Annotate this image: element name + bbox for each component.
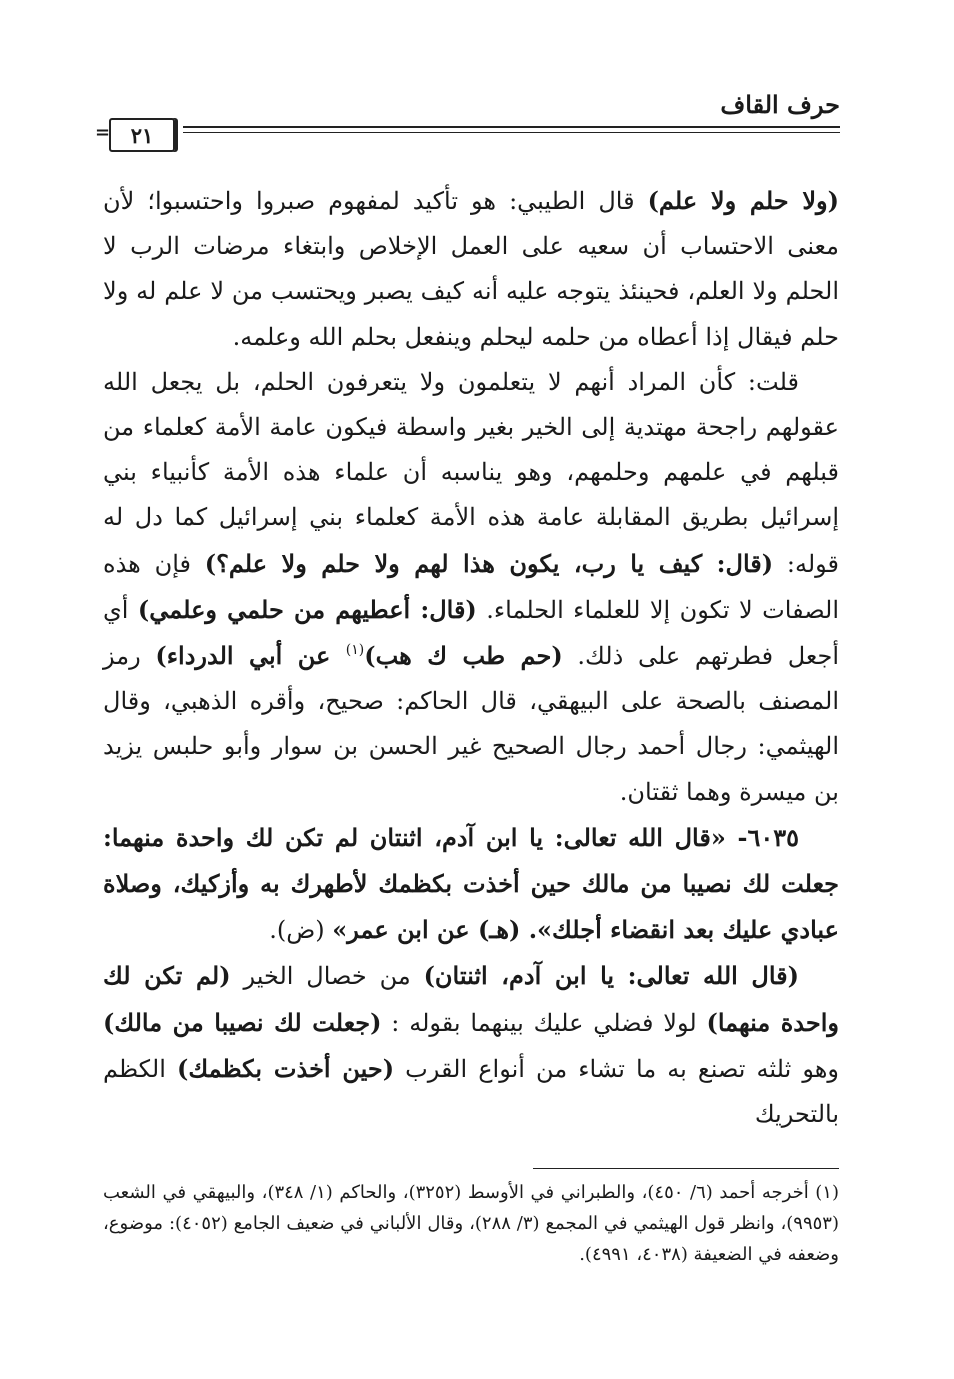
paragraph-2 bbox=[103, 360, 839, 815]
text-segment: لولا فضلي عليك بينهما بقوله : bbox=[381, 1008, 707, 1037]
footnote-separator bbox=[533, 1168, 839, 1169]
text-segment: فإن هذه الصفات لا تكون إلا للعلماء الحلماء. bbox=[103, 549, 839, 624]
text-segment-bold: (ولا حلم ولا علم) bbox=[647, 186, 840, 215]
grading-mark: (ض). bbox=[269, 916, 333, 945]
footnote-1: (١) أخرجه أحمد (٦/ ٤٥٠)، والطبراني في الأوسط (٣٢٥٢)، والحاكم (١/ ٣٤٨)، والبيهقي في الشعب (٩٩٥٣)، وانظر قول الهيثمي في المجمع (٣/ ٢٨٨)، وقال الألباني في ضعيف الجامع (٤٠٥٢): موضوع، وضعفه في الضعيفة (٤٠٣٨، ٤٩٩١). bbox=[103, 1182, 839, 1265]
page-number-box bbox=[109, 118, 175, 152]
page-header bbox=[95, 88, 840, 158]
text-segment: أي أجعل فطرتهم على ذلك. bbox=[103, 595, 840, 671]
hadith-text: ٦٠٣٥- «قال الله تعالى: يا ابن آدم، اثنتان لم تكن لك واحدة منهما: جعلت لك نصيبا من مالك حين أخذت بكظمك لأطهرك به وأزكيك، وصلاة عبادي عليك بعد انقضاء أجلك». (هـ) عن ابن عمر» bbox=[103, 822, 839, 945]
text-segment: رمز المصنف بالصحة على البيهقي، قال الحاكم: صحيح، وأقره الذهبي، وقال الهيثمي: رجال أحمد رجال الصحيح غير الحسن بن سوار وأبو حلبس يزيد بن ميسرة وهما ثقتان. bbox=[103, 642, 839, 806]
text-segment: وهو ثلثه تصنع به ما تشاء من أنواع القرب bbox=[394, 1054, 839, 1083]
header-double-rule bbox=[183, 126, 840, 133]
text-segment-bold: (جعلت لك نصيبا من مالك) bbox=[103, 1007, 382, 1037]
text-segment: الكظم بالتحريك bbox=[103, 1054, 839, 1129]
text-segment-bold: عن أبي الدرداء) bbox=[155, 641, 346, 671]
header-rule-mark: = bbox=[95, 122, 111, 143]
text-segment: من خصال الخير bbox=[230, 962, 424, 991]
paragraph-1 bbox=[103, 178, 839, 360]
text-segment-bold: (حين أخذت بكظمك) bbox=[176, 1053, 395, 1083]
text-segment-bold: (قال الله تعالى: يا ابن آدم، اثنتان) bbox=[423, 961, 799, 991]
paragraph-commentary bbox=[103, 953, 839, 1137]
page-number: ٢١ bbox=[130, 122, 154, 148]
chapter-title: حرف القاف bbox=[720, 90, 840, 119]
source-codes: (حم طب ك هب) bbox=[364, 641, 563, 671]
hadith-6035 bbox=[103, 815, 839, 954]
text-segment: قال الطيبي: هو تأكيد لمفهوم صبروا واحتسبوا؛ لأن معنى الاحتساب أن سعيه على العمل الإخلاص وابتغاء مرضات الرب لا الحلم ولا العلم، فحينئذ يتوجه عليه أنه كيف يصبر ويحتسب من لا علم له ولا حلم فيقال إذا أعطاه من حلمه ليحلم وينفعل بحلم الله وعلمه. bbox=[103, 187, 839, 351]
main-text bbox=[103, 178, 839, 1137]
text-segment-bold: (قال: كيف يا رب، يكون هذا لهم ولا حلم ولا علم؟) bbox=[204, 548, 774, 578]
text-segment-bold: (لم تكن لك واحدة منهما) bbox=[103, 961, 839, 1037]
text-segment-bold: (قال: أعطيهم من حلمي وعلمي) bbox=[137, 594, 477, 624]
footnotes bbox=[103, 1177, 839, 1270]
footnote-marker: (١) bbox=[345, 642, 365, 659]
text-segment: قلت: كأن المراد أنهم لا يتعلمون ولا يتعرفون الحلم، بل يجعل الله عقولهم راجحة مهتدية إلى الخير بغير واسطة فيكون عامة الأمة كعلماء من قبلهم في علمهم وحلمهم، وهو يناسبه أن علماء هذه الأمة كأنبياء بني إسرائيل بطريق المقابلة عامة هذه الأمة كعلماء بني إسرائيل كما دل له قوله: bbox=[103, 367, 840, 578]
